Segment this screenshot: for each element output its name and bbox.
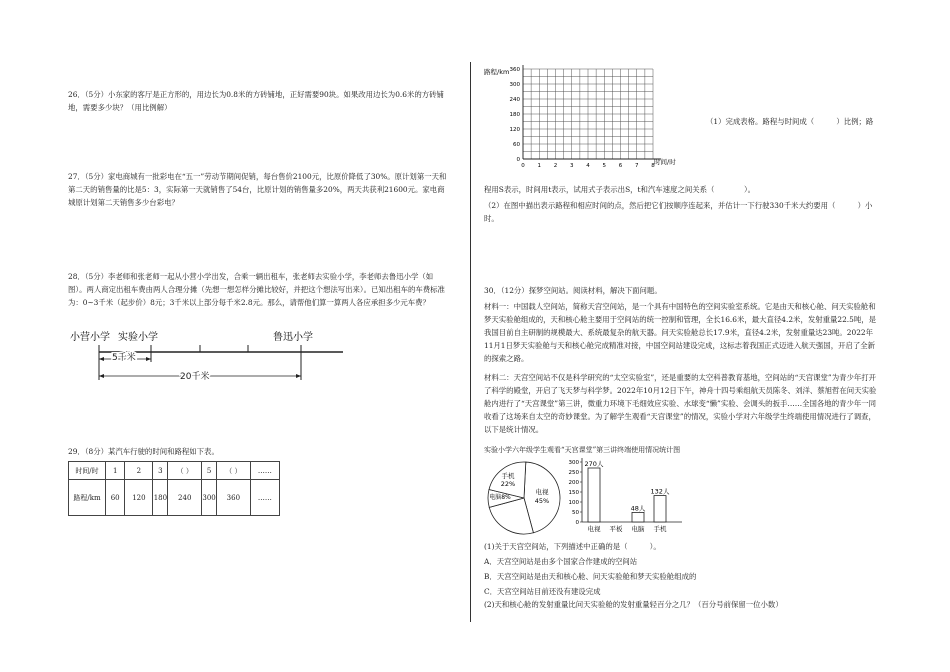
bar-ytick-label: 100 [568, 500, 579, 506]
grid-xtick-label: 2 [553, 163, 558, 169]
option-c[interactable]: C．天宫空间站目前还没有建设完成 [484, 587, 601, 596]
grid-ytick-label: 180 [509, 112, 520, 118]
question-27: 27．（5分）家电商城有一批彩电在“五一”劳动节期间促销，每台售价2100元，比原价降低了30%。原计划第一天和第二天的销售量的比是5：3，实际第一天就销售了54台，比原计划的销售量多20%，两天共获利21600元。家电商城原计划第二天销售多少台彩电？ [68, 172, 447, 207]
grid-ytick-label: 300 [509, 82, 520, 88]
grid-ytick-label: 60 [513, 142, 520, 148]
table-row-time [69, 462, 280, 480]
grid-ylabel: 路程/km [484, 68, 510, 76]
grid-xtick-label: 8 [651, 163, 655, 169]
cell-time-label: 时间/时 [69, 462, 106, 480]
bar-ytick-label: 0 [575, 520, 579, 526]
bar-chart [566, 456, 686, 538]
distance-time-grid [478, 58, 678, 183]
cell-dist: 120 [125, 480, 153, 516]
grid-ytick-label: 0 [516, 157, 520, 163]
bar-0 [588, 468, 600, 522]
label-shiyan: 实验小学 [118, 332, 158, 343]
cell-dist: 60 [106, 480, 125, 516]
bar-category-label: 手机 [653, 525, 667, 533]
grid-ytick-label: 120 [509, 127, 520, 133]
cell-dist: 300 [202, 480, 217, 516]
pie-value-phone: 22% [500, 480, 516, 488]
pie-label-tv: 电视 [535, 488, 549, 496]
cell-dist: …… [250, 480, 279, 516]
grid-xlabel: 时间/时 [654, 158, 676, 166]
table-row-distance [69, 480, 280, 516]
bar-data-label: 132人 [650, 487, 670, 496]
bar-ytick-label: 200 [568, 480, 579, 486]
grid-xtick-label: 1 [537, 163, 541, 169]
pie-value-tv: 45% [534, 497, 550, 505]
cell-time: 5 [202, 462, 217, 480]
cell-time: …… [250, 462, 279, 480]
bar-3 [654, 496, 666, 522]
pie-label-pc: 电脑8% [489, 494, 511, 501]
q30-title: 30．（12分）探梦空间站。阅读材料，解决下面问题。 [484, 286, 662, 295]
column-divider [470, 62, 471, 622]
cell-time: 2 [125, 462, 153, 480]
cell-dist-label: 路程/km [69, 480, 106, 516]
bar-category-label: 电视 [587, 525, 601, 533]
option-b[interactable]: B．天宫空间站是由天和核心舱、问天实验舱和梦天实验舱组成的 [484, 572, 697, 581]
bar-category-label: 平板 [609, 525, 623, 533]
question-26: 26．（5分）小东家的客厅是正方形的，用边长为0.8米的方砖铺地，正好需要90块。如果改用边长为0.6米的方砖铺地，需要多少块？（用比例解） [68, 90, 444, 112]
bar-ytick-label: 300 [568, 460, 579, 466]
grid-ytick-label: 360 [509, 67, 520, 73]
grid-xtick-label: 7 [635, 163, 639, 169]
bar-data-label: 48人 [630, 504, 646, 513]
option-a[interactable]: A．天宫空间站是由多个国家合作建成的空间站 [484, 557, 638, 566]
bar-ytick-label: 150 [568, 490, 579, 496]
pie-label-phone: 手机 [501, 472, 515, 480]
bar-data-label: 270人 [584, 460, 604, 468]
q30-material1: 材料一：中国载人空间站，简称天宫空间站，是一个具有中国特色的空间实验室系统。它是由天和核心舱、问天实验舱和梦天实验舱组成的，天和核心舱主要用于空间站的统一控制和管理，全长16.6米，最大直径4.2米，发射重量22.5吨，是我国目前自主研制的规模最大、系统最复杂的航天器。问天实验舱总长17.9米，直径4.2米，发射重量达23吨。2022年11月1日梦天实验舱与天和核心舱完成精准对接，中国空间站建设完成，这标志着我国正式迈进入航天强国，开启了全新的探索之路。 [484, 302, 877, 363]
label-20km: 20千米 [180, 372, 210, 382]
q30-sub1: (1)关于天宫空间站，下列描述中正确的是（ ）。 [484, 542, 661, 551]
q29-table [68, 461, 280, 516]
cell-time: （ ） [168, 462, 202, 480]
q29-part2: （2）在图中描出表示路程和相应时间的点，然后把它们按顺序连起来，并估计一下行驶330千米大约要用（ ）小时。 [484, 201, 873, 223]
cell-time: （ ） [217, 462, 251, 480]
grid-xtick-label: 0 [521, 163, 525, 169]
grid-xtick-label: 3 [570, 163, 574, 169]
pie-chart [482, 458, 567, 538]
grid-xtick-label: 5 [602, 163, 606, 169]
q29-part1: （1）完成表格。路程与时间成（ ）比例；路 [706, 117, 874, 126]
grid-xtick-label: 6 [618, 163, 623, 169]
label-xiaoying: 小营小学 [70, 332, 110, 343]
cell-dist: 240 [168, 480, 202, 516]
cell-dist: 180 [153, 480, 168, 516]
q30-material2: 材料二：天宫空间站不仅是科学研究的“太空实验室”，还是重要的太空科普教育基地，空间站的“天宫课堂”为青少年打开了科学的殿堂，开启了飞天梦与科学梦。2022年10月12日下午，神舟十四号乘组航天员陈冬、刘洋、蔡旭哲在问天实验舱内进行了“天宫课堂”第三讲，微重力环境下毛细效应实验、水球变“懒”实验、会调头的扳手……全国各地的青少年一同收看了这场来自太空的奇妙课堂。为了解学生观看“天宫课堂”的情况，实验小学对六年级学生终端使用情况进行了调查，以下是统计情况。 [484, 373, 877, 434]
grid-ytick-label: 240 [509, 97, 520, 103]
grid-xtick-label: 4 [586, 163, 590, 169]
bar-ytick-label: 250 [568, 470, 579, 476]
q30-sub2: (2)天和核心舱的发射重量比问天实验舱的发射重量轻百分之几？（百分号前保留一位小数） [484, 600, 783, 609]
cell-dist: 360 [217, 480, 251, 516]
cell-time: 3 [153, 462, 168, 480]
label-luxun: 鲁迅小学 [273, 332, 313, 343]
q29-part1-cont: 程用S表示，时间用t表示，试用式子表示出S，t和汽车速度之间关系（ ）。 [484, 185, 756, 194]
q28-distance-diagram [68, 328, 358, 383]
bar-ytick-label: 50 [572, 510, 579, 516]
label-5km: 5千米 [112, 353, 136, 363]
cell-time: 1 [106, 462, 125, 480]
question-28: 28．（5分）李老师和张老师一起从小营小学出发，合乘一辆出租车，张老师去实验小学，李老师去鲁迅小学（如图）。两人商定出租车费由两人合理分摊（先想一想怎样分摊比较好，并把这个想法写出来）。已知出租车的车费标准为：0~3千米（起步价）8元；3千米以上部分每千米2.8元。那么，请帮他们算一算两人各应承担多少元车费？ [68, 272, 445, 307]
bar-2 [632, 512, 644, 522]
bar-category-label: 电脑 [631, 525, 645, 533]
question-29: 29．（8分）某汽车行驶的时间和路程如下表。 [68, 447, 219, 456]
stats-title: 实验小学六年级学生观看“天宫课堂”第三讲终端使用情况统计图 [484, 446, 681, 454]
